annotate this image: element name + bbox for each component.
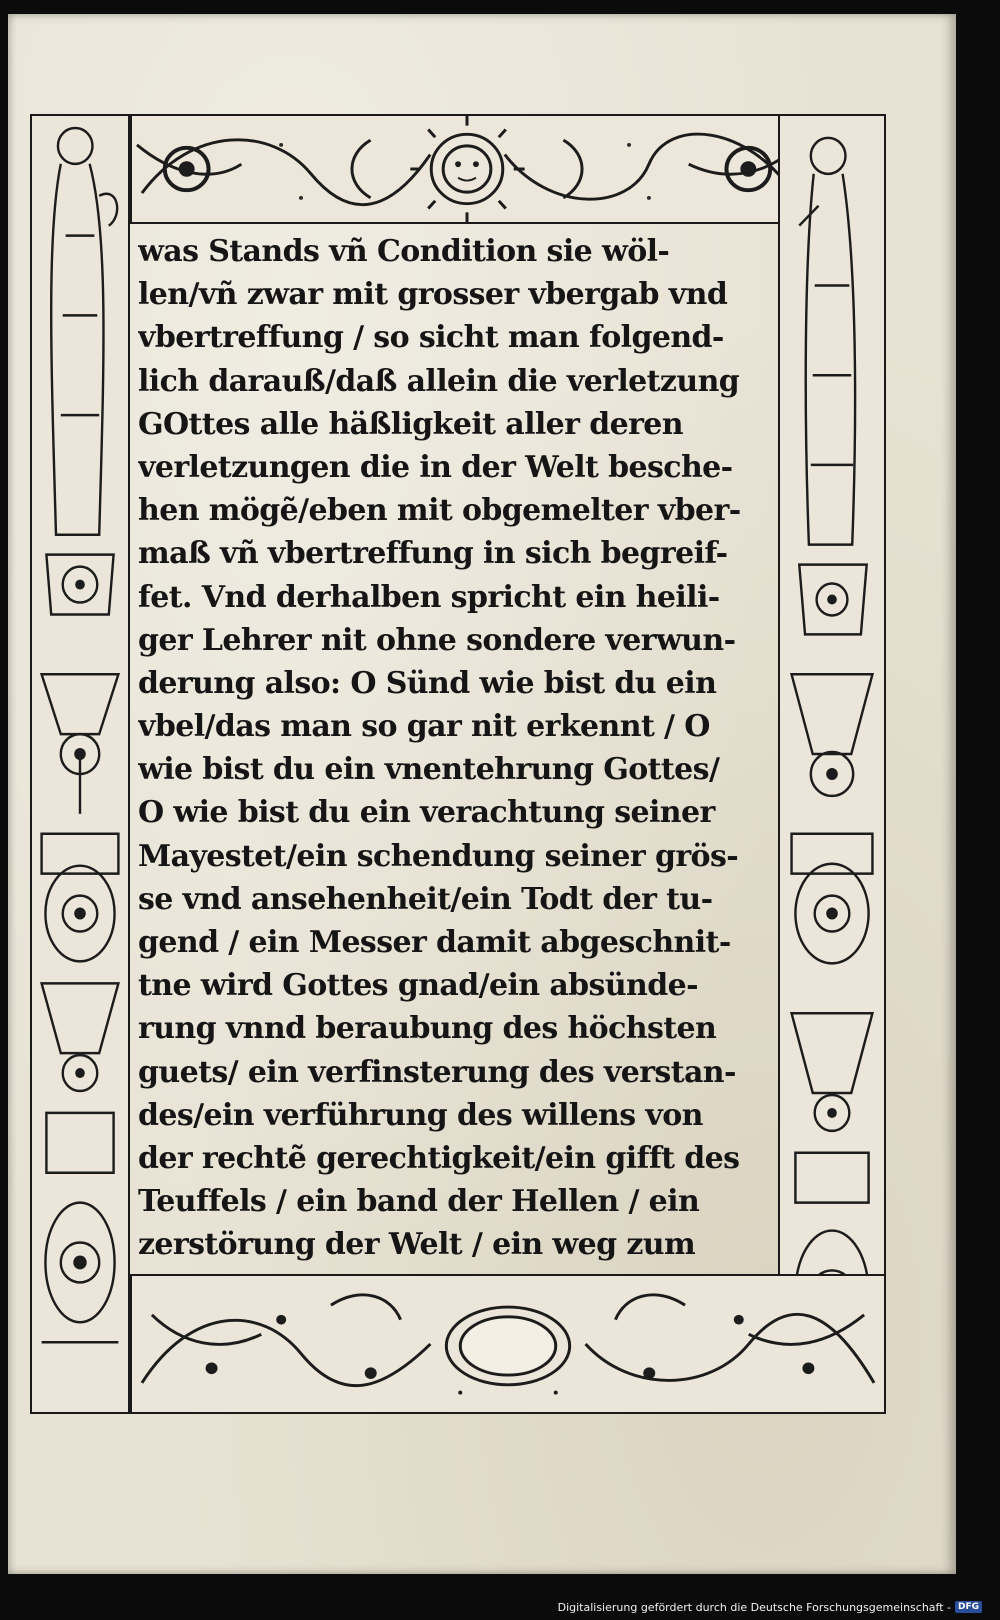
text-line: ger Lehrer nit ohne sondere verwun- — [138, 622, 736, 658]
text-line: vbel/das man so gar nit erkennt / O — [138, 709, 710, 745]
text-line: hen mögẽ/eben mit obgemelter vber- — [138, 493, 741, 529]
text-line: maß vñ vbertreffung in sich begreif- — [138, 536, 728, 572]
text-line: fet. Vnd derhalben spricht ein heili- — [138, 579, 720, 615]
text-line: verletzungen die in der Welt besche- — [138, 449, 733, 485]
text-line: O wie bist du ein verachtung seiner — [138, 795, 715, 831]
ornament-right-column — [778, 114, 886, 1414]
ornament-left-column — [30, 114, 130, 1414]
ornament-top-sun-moon — [130, 114, 805, 224]
woodcut-border-frame — [30, 114, 886, 1414]
text-line: wie bist du ein vnentehrung Gottes/ — [138, 752, 720, 788]
text-line: len/vñ zwar mit grosser vbergab vnd — [138, 277, 728, 313]
text-line: derung also: O Sünd wie bist du ein — [138, 665, 717, 701]
text-line: tne wird Gottes gnad/ein absünde- — [138, 968, 698, 1004]
text-line: des/ein verführung des willens von — [138, 1097, 703, 1133]
text-line: Mayestet/ein schendung seiner grös- — [138, 838, 739, 874]
credit-text: Digitalisierung gefördert durch die Deutsche Forschungsgemeinschaft - — [557, 1600, 951, 1614]
text-line: vbertreffung / so sicht man folgend- — [138, 320, 724, 356]
page-text-block — [138, 230, 774, 1270]
text-line: rung vnnd beraubung des höchsten — [138, 1011, 717, 1047]
text-line: guets/ ein verfinsterung des verstan- — [138, 1054, 736, 1090]
text-line: se vnd ansehenheit/ein Todt der tu- — [138, 881, 713, 917]
text-line: gend / ein Messer damit abgeschnit- — [138, 925, 731, 960]
dfg-logo: DFG — [955, 1601, 982, 1613]
text-line: lich darauß/daß allein die verletzung — [138, 363, 740, 399]
book-page — [8, 14, 956, 1574]
digitization-credit — [558, 1597, 982, 1617]
text-line: Teuffels / ein band der Hellen / ein — [138, 1184, 700, 1220]
text-line: der rechtẽ gerechtigkeit/ein gifft des — [138, 1140, 740, 1176]
text-line: GOttes alle häßligkeit aller deren — [138, 406, 683, 442]
text-line: was Stands vñ Condition sie wöl- — [138, 234, 670, 269]
text-line: zerstörung der Welt / ein weg zum — [138, 1227, 696, 1263]
ornament-bottom-foliage — [130, 1274, 886, 1414]
